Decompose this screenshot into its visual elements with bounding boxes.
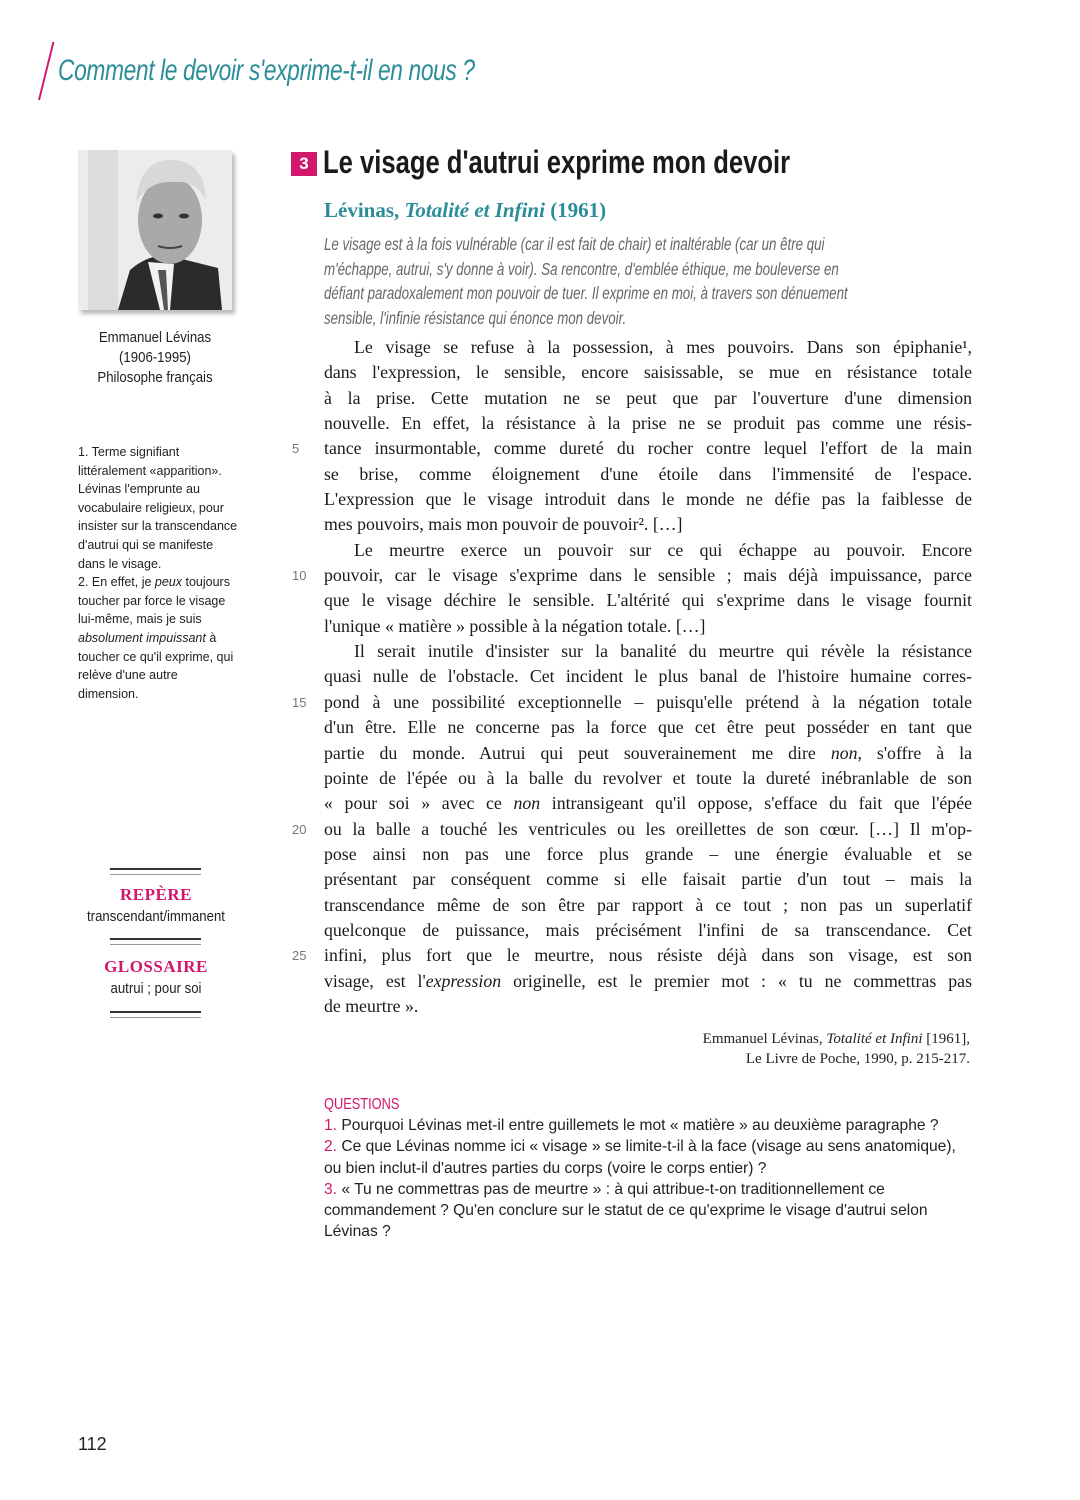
- footnote-text: peux: [154, 575, 183, 590]
- text-segment: quasi nulle de l'obstacle. Cet incident le plus banal de l'histoire humaine corres-: [324, 666, 972, 687]
- text-segment: transcendance même de son être par rapport à ce tout ; non pas un superlatif: [324, 894, 972, 915]
- text-source: [324, 198, 606, 223]
- text-segment: pointe de l'épée ou à la balle du revolver et toute la dureté inébranlable de son: [324, 767, 972, 788]
- text-segment: expression: [425, 970, 502, 991]
- author-dates: (1906-1995): [119, 349, 191, 366]
- citation-publisher: Le Livre de Poche, 1990, p. 215-217.: [745, 1050, 970, 1067]
- text-segment: quelconque de puissance, mais précisément l'infini de sa transcendance. Cet: [324, 919, 972, 940]
- text-segment: à la prise. Cette mutation ne se peut que par l'ouverture d'une dimension: [324, 387, 972, 408]
- text-line: [324, 741, 972, 766]
- divider: [110, 1011, 201, 1018]
- intro-line: m'échappe, autrui, s'y donne à voir). Sa rencontre, d'emblée éthique, me bouleverse en: [324, 258, 839, 279]
- text-line: [324, 335, 972, 360]
- text-segment: , s'offre à la: [857, 742, 972, 763]
- text-segment: non: [830, 742, 858, 763]
- footnote: [78, 573, 238, 703]
- section-slash-decoration: [38, 42, 54, 100]
- text-segment: Le visage se refuse à la possession, à mes pouvoirs. Dans son épiphanie¹,: [354, 337, 972, 357]
- line-number: 15: [292, 694, 307, 710]
- text-segment: L'expression que le visage introduit dans le monde ne défie pas la faiblesse de: [324, 489, 972, 510]
- glossaire-title: GLOSSAIRE: [104, 957, 208, 976]
- text-segment: ou la balle a touché les ventricules ou les oreillettes de son cœur. […] Il m'op-: [324, 818, 972, 839]
- section-title: Comment le devoir s'exprime-t-il en nous ?: [58, 54, 475, 87]
- text-segment: se brise, comme éloignement d'une étoile dans l'immensité de l'espace.: [324, 463, 972, 484]
- text-line: [324, 791, 972, 816]
- intro-line: sensible, l'infinie résistance qui énonce mon devoir.: [324, 307, 627, 328]
- text-line: [292, 690, 972, 715]
- text-segment: l'unique « matière » possible à la négation totale. […]: [324, 615, 706, 636]
- question-text: Pourquoi Lévinas met-il entre guillemets le mot « matière » au deuxième paragraphe ?: [337, 1117, 939, 1135]
- line-number: 25: [292, 948, 307, 964]
- text-segment: infini, plus fort que le meurtre, nous résiste déjà dans son visage, est son: [324, 945, 972, 966]
- author-caption: [80, 328, 230, 388]
- text-line: [324, 664, 972, 689]
- text-line: [324, 893, 972, 918]
- footnote: [78, 443, 238, 573]
- citation-work: Totalité et Infini: [826, 1031, 923, 1047]
- text-segment: de meurtre ».: [324, 995, 419, 1016]
- text-segment: pouvoir, car le visage s'exprime dans le sensible ; mais déjà impuissance, parce: [324, 565, 972, 586]
- question-item: [324, 1115, 964, 1136]
- text-introduction: [324, 232, 970, 330]
- question-item: [324, 1136, 964, 1178]
- text-segment: non: [513, 793, 541, 814]
- text-line: [324, 842, 972, 867]
- text-segment: nouvelle. En effet, la résistance à la prise ne se produit pas comme une résis-: [324, 413, 972, 434]
- questions-section: [324, 1094, 964, 1242]
- text-line: [324, 386, 972, 411]
- source-year: (1961): [544, 198, 607, 222]
- text-line: [324, 766, 972, 791]
- text-number-badge: 3: [291, 152, 317, 176]
- text-line: [324, 411, 972, 436]
- citation: [600, 1030, 970, 1069]
- author-portrait: [78, 150, 232, 310]
- text-line: [324, 639, 972, 664]
- text-segment: intransigeant qu'il oppose, s'efface du fait que l'épée: [540, 793, 972, 814]
- text-segment: originelle, est le premier mot : « tu ne commettras pas: [501, 970, 972, 991]
- text-line: [324, 994, 972, 1019]
- intro-line: défiant paradoxalement mon pouvoir de tuer. Il exprime en moi, à travers son dénuement: [324, 283, 848, 303]
- question-number: 3.: [324, 1180, 338, 1198]
- citation-year: [1961],: [922, 1031, 970, 1047]
- text-line: [292, 943, 972, 968]
- text-line: [324, 614, 972, 639]
- text-segment: que le visage déchire le sensible. L'altérité qui s'exprime dans le visage fournit: [324, 590, 972, 611]
- line-number: 20: [292, 821, 307, 837]
- question-number: 2.: [324, 1138, 338, 1156]
- text-line: [324, 462, 972, 487]
- footnote-text: à toucher ce qu'il exprime, qui relève d'une autre dimension.: [78, 630, 234, 701]
- text-line: [324, 538, 972, 563]
- question-text: Ce que Lévinas nomme ici « visage » se limite-t-il à la face (visage au sens anatomique), ou bien inclut-il d'autres parties du corps (voire le corps entier) ?: [324, 1138, 956, 1177]
- text-segment: dans l'expression, le sensible, encore saisissable, se mue en résistance totale: [324, 362, 972, 383]
- text-line: [324, 969, 972, 994]
- divider: [110, 868, 201, 875]
- repere-title: REPÈRE: [120, 885, 192, 904]
- text-line: [324, 487, 972, 512]
- line-number: 10: [292, 568, 307, 584]
- repere-text: transcendant/immanent: [87, 908, 225, 925]
- intro-line: Le visage est à la fois vulnérable (car il est fait de chair) et inaltérable (car un être qui: [324, 234, 825, 254]
- text-segment: présentant par conséquent comme si elle faisait partie d'un tout – mais la: [324, 869, 972, 890]
- text-segment: pond à une possibilité exceptionnelle – puisqu'elle prétend à la négation totale: [324, 691, 972, 712]
- question-text: « Tu ne commettras pas de meurtre » : à qui attribue-t-on traditionnellement ce commandement ? Qu'en conclure sur le statut de ce qu'exprime le visage d'autrui selon Lévinas ?: [324, 1180, 928, 1241]
- text-line: [324, 715, 972, 740]
- text-segment: visage, est l': [324, 970, 426, 991]
- text-segment: partie du monde. Autrui qui peut souverainement me dire: [324, 742, 831, 763]
- text-segment: d'un être. Elle ne concerne pas la force que cet être peut posséder en tant que: [324, 717, 972, 738]
- text-segment: « pour soi » avec ce: [324, 793, 514, 814]
- text-line: [324, 588, 972, 613]
- text-line: [324, 360, 972, 385]
- footnote-text: 2. En effet, je: [78, 575, 155, 590]
- text-line: [324, 918, 972, 943]
- text-line: [292, 563, 972, 588]
- footnote-text: absolument impuissant: [78, 630, 206, 645]
- source-work: Totalité et Infini: [404, 198, 545, 222]
- text-segment: pose ainsi non pas une force plus grande – une énergie évaluable et se: [324, 843, 972, 864]
- text-segment: Il serait inutile d'insister sur la banalité du meurtre qui révèle la résistance: [354, 641, 972, 662]
- page-number: 112: [78, 1434, 107, 1454]
- excerpt-body: [292, 335, 972, 1019]
- text-line: [292, 817, 972, 842]
- source-author: Lévinas,: [324, 198, 405, 222]
- question-item: [324, 1179, 964, 1243]
- divider: [110, 938, 201, 945]
- text-title: Le visage d'autrui exprime mon devoir: [323, 144, 791, 180]
- footnote-text: toujours toucher par force le visage lui-même, mais je suis: [78, 575, 230, 627]
- question-number: 1.: [324, 1117, 338, 1135]
- glossaire-text: autrui ; pour soi: [110, 980, 202, 997]
- author-name: Emmanuel Lévinas: [98, 329, 212, 346]
- text-line: [292, 436, 972, 461]
- text-line: [324, 512, 972, 537]
- questions-title: QUESTIONS: [324, 1096, 400, 1113]
- text-segment: tance insurmontable, comme dureté du rocher contre lequel l'effort de la main: [324, 438, 972, 459]
- citation-author: Emmanuel Lévinas,: [702, 1031, 827, 1047]
- line-number: 5: [292, 441, 300, 457]
- footnote-text: 1. Terme signifiant littéralement «apparition». Lévinas l'emprunte au vocabulaire religieux, pour insister sur la transcendance d'autrui qui se manifeste dans le visage.: [78, 445, 238, 571]
- footnotes: [78, 443, 238, 703]
- text-line: [324, 867, 972, 892]
- text-segment: Le meurtre exerce un pouvoir sur ce qui échappe au pouvoir. Encore: [354, 539, 972, 560]
- author-role: Philosophe français: [97, 369, 213, 386]
- text-segment: mes pouvoirs, mais mon pouvoir de pouvoir². […]: [324, 514, 683, 535]
